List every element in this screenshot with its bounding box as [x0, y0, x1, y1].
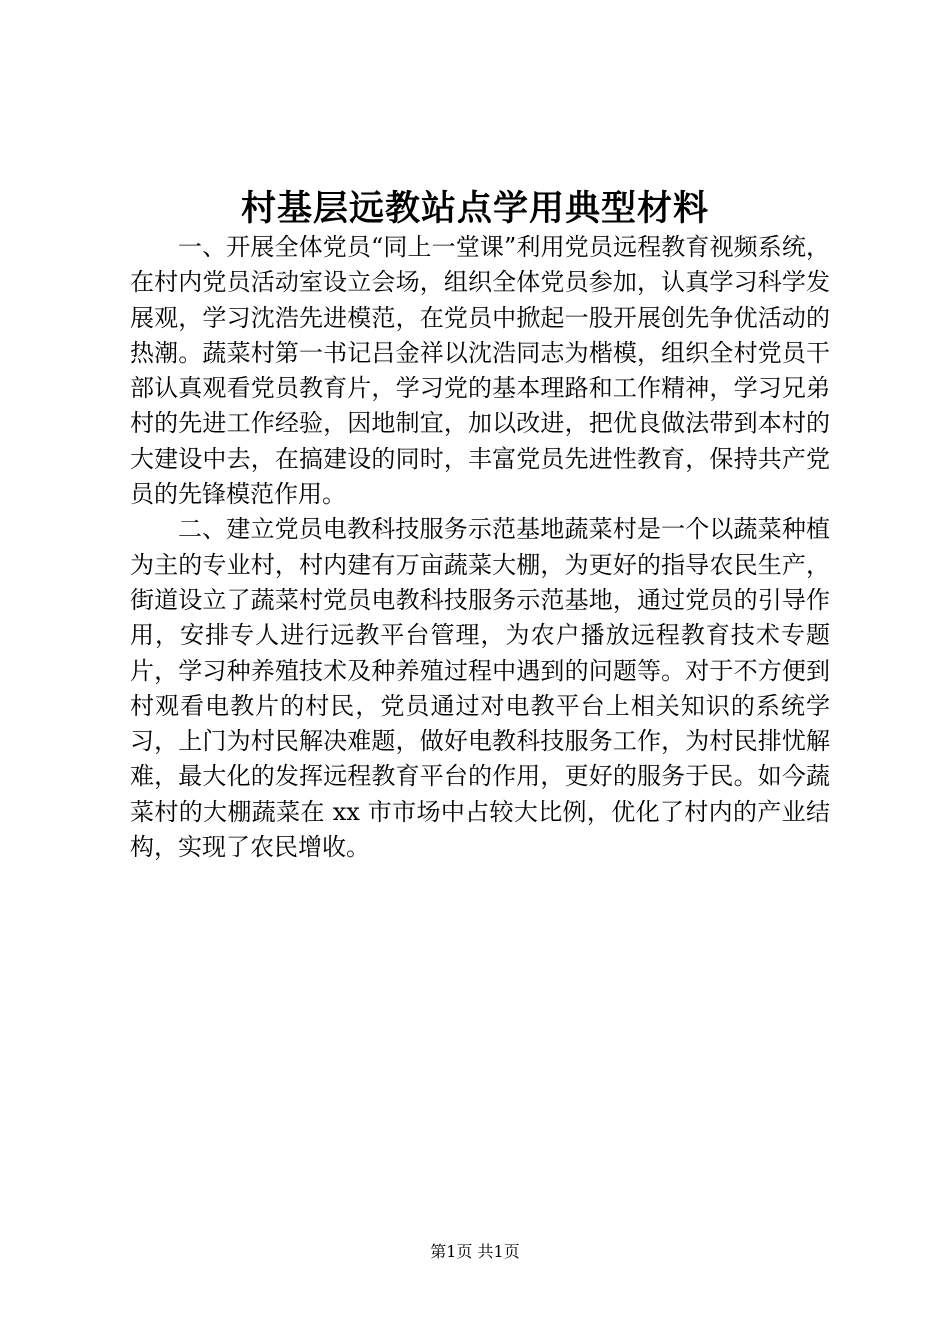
document-title: 村基层远教站点学用典型材料 [240, 188, 709, 229]
paragraph-2: 二、建立党员电教科技服务示范基地蔬菜村是一个以蔬菜种植为主的专业村，村内建有万亩蔬菜大棚，为更好的指导农民生产，街道设立了蔬菜村党员电教科技服务示范基地，通过党员的引导作用，安排专人进行远教平台管理，为农户播放远程教育技术专题片，学习种养殖技术及种养殖过程中遇到的问题等。对于不方便到村观看电教片的村民，党员通过对电教平台上相关知识的系统学习，上门为村民解决难题，做好电教科技服务工作，为村民排忧解难，最大化的发挥远程教育平台的作用，更好的服务于民。如今蔬菜村的大棚蔬菜在 xx 市市场中占较大比例，优化了村内的产业结构，实现了农民增收。 [130, 515, 830, 862]
paragraph-1: 一、开展全体党员“同上一堂课”利用党员远程教育视频系统，在村内党员活动室设立会场，组织全体党员参加，认真学习科学发展观，学习沈浩先进模范，在党员中掀起一股开展创先争优活动的热潮。蔬菜村第一书记吕金祥以沈浩同志为楷模，组织全村党员干部认真观看党员教育片，学习党的基本理路和工作精神，学习兄弟村的先进工作经验，因地制宜，加以改进，把优良做法带到本村的大建设中去，在搞建设的同时，丰富党员先进性教育，保持共产党员的先锋模范作用。 [130, 233, 830, 509]
document-body [130, 230, 830, 865]
page-footer: 第1页 共1页 [430, 1242, 520, 1261]
